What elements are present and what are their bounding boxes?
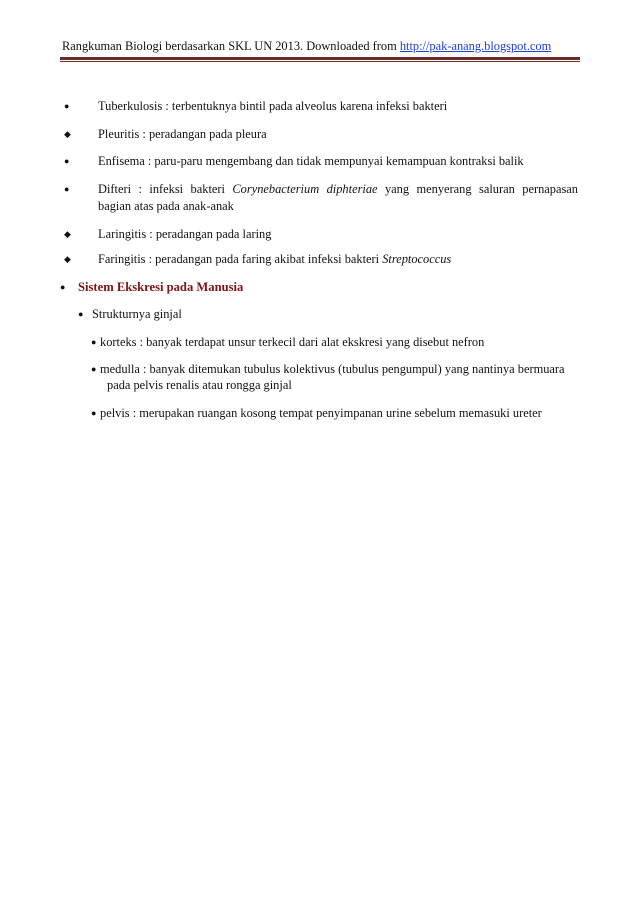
bullet-icon: ● xyxy=(91,337,97,347)
list-item-medulla: medulla : banyak ditemukan tubulus kolektivus (tubulus pengumpul) yang nantinya bermuara xyxy=(100,362,565,376)
section-heading: Sistem Ekskresi pada Manusia xyxy=(78,280,244,294)
list-item-korteks: korteks : banyak terdapat unsur terkecil dari alat ekskresi yang disebut nefron xyxy=(100,335,485,349)
diamond-bullet-icon: ◆ xyxy=(64,129,71,139)
list-item-tuberkulosis: Tuberkulosis : terbentuknya bintil pada alveolus karena infeksi bakteri xyxy=(98,99,448,113)
list-item-difteri xyxy=(98,181,578,198)
list-item-faringitis xyxy=(98,251,451,268)
diamond-bullet-icon: ◆ xyxy=(64,229,71,239)
bullet-icon: ● xyxy=(91,408,97,418)
header-rule-thick xyxy=(60,57,580,60)
page-header xyxy=(62,39,582,53)
difteri-line-2: bagian atas pada anak-anak xyxy=(98,199,234,213)
header-rule-thin xyxy=(60,61,580,62)
faringitis-text: Faringitis : peradangan pada faring akibat infeksi bakteri xyxy=(98,252,383,266)
difteri-species: Corynebacterium diphteriae xyxy=(232,182,378,196)
diamond-bullet-icon: ◆ xyxy=(64,254,71,264)
header-text: Rangkuman Biologi berdasarkan SKL UN 2013. Downloaded from xyxy=(62,39,400,53)
bullet-icon: ● xyxy=(91,364,97,374)
faringitis-species: Streptococcus xyxy=(382,252,452,266)
bullet-icon: ● xyxy=(64,184,70,194)
list-item-enfisema: Enfisema : paru-paru mengembang dan tidak mempunyai kemampuan kontraksi balik xyxy=(98,154,524,168)
section-bullet-icon: ● xyxy=(60,282,66,292)
bullet-icon: ● xyxy=(64,101,70,111)
header-link[interactable]: http://pak-anang.blogspot.com xyxy=(399,39,552,53)
list-item-laringitis: Laringitis : peradangan pada laring xyxy=(98,227,272,241)
list-item-pleuritis: Pleuritis : peradangan pada pleura xyxy=(98,127,267,141)
medulla-line-2: pada pelvis renalis atau rongga ginjal xyxy=(107,378,292,392)
list-item-pelvis: pelvis : merupakan ruangan kosong tempat penyimpanan urine sebelum memasuki ureter xyxy=(100,406,542,420)
subsection-bullet-icon: ● xyxy=(78,309,84,319)
subsection-title: Strukturnya ginjal xyxy=(92,307,182,321)
bullet-icon: ● xyxy=(64,156,70,166)
difteri-text-after: yang menyerang saluran pernapasan xyxy=(377,182,578,196)
difteri-text-before: Difteri : infeksi bakteri xyxy=(98,182,233,196)
